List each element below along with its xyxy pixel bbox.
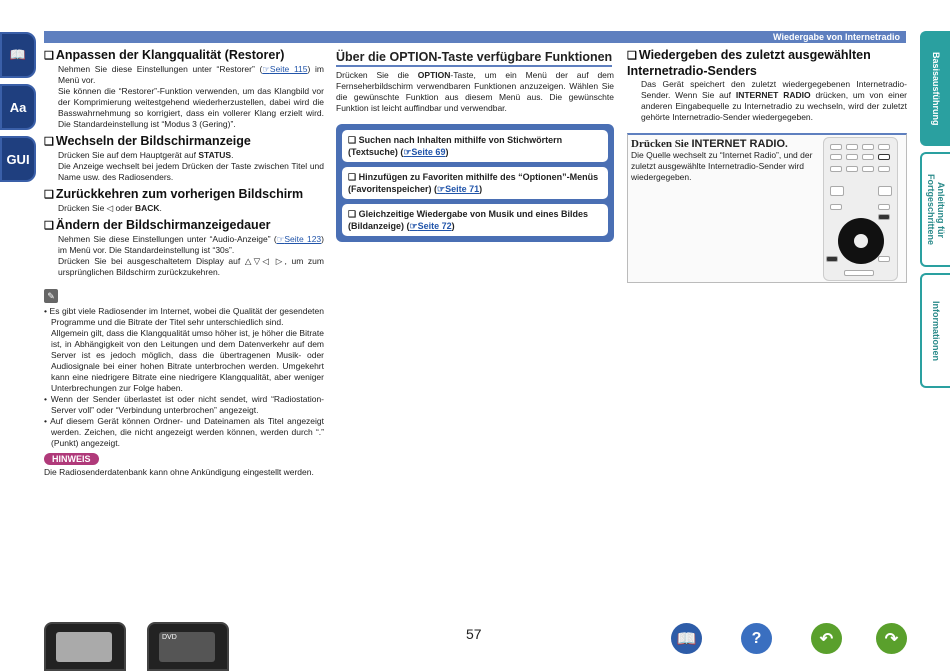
device-thumbnail-2[interactable] <box>147 622 229 671</box>
tab-label: Informationen <box>931 300 941 361</box>
box-text: Die Quelle wechselt zu “Internet Radio”, und der zuletzt ausgewählte Internetradio-Sender wird wiedergegeben. <box>631 150 813 182</box>
help-icon[interactable]: ? <box>741 623 772 654</box>
remote-control-image <box>823 137 898 281</box>
tab-informationen[interactable] <box>920 273 950 388</box>
page-number: 57 <box>466 626 482 642</box>
option-item-textsuche[interactable]: ❑ Suchen nach Inhalten mithilfe von Stichwörtern (Textsuche) (☞Seite 69) <box>342 130 608 162</box>
page-link[interactable]: ☞Seite 123 <box>276 234 322 244</box>
gui-icon[interactable] <box>0 136 36 182</box>
column-middle <box>336 48 614 242</box>
gui-icon-label: GUI <box>6 151 30 167</box>
heading-restorer: ❑ Anpassen der Klangqualität (Restorer) <box>44 48 285 62</box>
hinweis-badge: HINWEIS <box>44 453 99 465</box>
duration-text-2: Drücken Sie bei ausgeschaltetem Display auf △▽◁ ▷, um zum ursprünglichen Bildschirm zurückzukehren. <box>58 256 324 277</box>
heading-last-station: ❑ Wiedergeben des zuletzt ausgewählten Internetradio-Senders <box>627 48 871 78</box>
aa-icon-label: Aa <box>9 99 27 115</box>
option-item-bildanzeige[interactable]: ❑ Gleichzeitige Wiedergabe von Musik und eines Bildes (Bildanzeige) (☞Seite 72) <box>342 204 608 236</box>
column-left <box>44 48 324 478</box>
section-title: Wiedergabe von Internetradio <box>773 32 900 42</box>
duration-text-1: Nehmen Sie diese Einstellungen unter “Audio-Anzeige” (☞Seite 123) im Menü vor. Die Standardeinstellung ist “30s”. <box>58 234 325 255</box>
page-link[interactable]: ☞Seite 72 <box>409 221 452 231</box>
heading-back: ❑ Zurückkehren zum vorherigen Bildschirm <box>44 187 304 201</box>
note-1: • Es gibt viele Radiosender im Internet, wobei die Qualität der gesendeten Programme und die Bitrate der Titel sehr unterschiedlich sind. <box>44 306 324 327</box>
pencil-icon: ✎ <box>44 289 58 303</box>
tab-fortgeschrittene[interactable] <box>920 152 950 267</box>
last-station-text: Das Gerät speichert den zuletzt wiedergegebenen Internetradio-Sender. Wenn Sie auf INTERNET RADIO drücken, um von einer anderen Eingabequelle zu Internetradio zu wechseln, wird der zuletzt gehörte Internetradio-Sender wiedergegeben. <box>641 79 908 122</box>
tab-label: Anleitung für Fortgeschrittene <box>926 173 946 245</box>
aa-icon[interactable] <box>0 84 36 130</box>
display-text-1: Drücken Sie auf dem Hauptgerät auf STATUS. <box>58 150 234 160</box>
heading-display: ❑ Wechseln der Bildschirmanzeige <box>44 134 251 148</box>
instruction-box <box>627 133 907 283</box>
option-panel <box>336 124 614 242</box>
header-bar <box>44 31 906 43</box>
left-nav <box>0 32 36 188</box>
book-icon[interactable]: 📖 <box>0 32 36 78</box>
tab-label: Basisausführung <box>931 51 941 126</box>
box-title: Drücken Sie INTERNET RADIO. <box>631 138 788 150</box>
heading-duration: ❑ Ändern der Bildschirmanzeigedauer <box>44 218 271 232</box>
column-right <box>627 48 907 283</box>
restorer-text-2: Sie können die “Restorer”-Funktion verwenden, um das Klangbild vor der Komprimierung weitestgehend wiederherzustellen, dabei wird die Basswahrnehmung so korrigiert, dass ein vollerer Klang erzielt wird. Die Standardeinstellung ist “Modus 3 (Gering)”. <box>58 86 324 129</box>
thumb-label: DVD <box>162 634 177 641</box>
tab-basisausfuehrung[interactable] <box>920 31 950 146</box>
device-thumbnail-1[interactable] <box>44 622 126 671</box>
option-item-favoriten[interactable]: ❑ Hinzufügen zu Favoriten mithilfe des “Optionen”-Menüs (Favoritenspeicher) (☞Seite 71) <box>342 167 608 199</box>
note-1b: Allgemein gilt, dass die Klangqualität umso höher ist, je höher die Bitrate ist, in Abhängigkeit von den Leitungen und dem Datenverkehr auf dem Server ist es jedoch möglich, dass die übertragenen Musik- oder Audiosignale bei einer hohen Bitrate unterbrochen werden. Umgekehrt kann eine niedrigere Bitrate eine niedrigere Klangqualität, aber weniger Unterbrechungen zur Folge haben. <box>51 328 324 393</box>
option-intro: Drücken Sie die OPTION-Taste, um ein Menü der auf dem Fernseherbildschirm verwendbaren Funktionen anzuzeigen. Wählen Sie die gewünschte Funktion aus diesem Menü aus. Die gewünschte Funktion ist leicht auffindbar und verwendbar. <box>336 70 614 113</box>
page-link[interactable]: ☞Seite 69 <box>403 147 446 157</box>
note-2: • Wenn der Sender überlastet ist oder nicht sendet, wird “Radiostation-Server voll” oder “Verbindung unterbrochen” angezeigt. <box>44 394 324 415</box>
forward-arrow-icon[interactable]: ↷ <box>876 623 907 654</box>
back-arrow-icon[interactable]: ↶ <box>811 623 842 654</box>
book-icon[interactable]: 📖 <box>671 623 702 654</box>
notes <box>44 286 324 478</box>
page-link[interactable]: ☞Seite 71 <box>437 184 480 194</box>
restorer-text-1: Nehmen Sie diese Einstellungen unter “Restorer” (☞Seite 115) im Menü vor. <box>58 64 324 85</box>
back-text: Drücken Sie ◁ oder BACK. <box>58 203 162 213</box>
hinweis-text: Die Radiosenderdatenbank kann ohne Ankündigung eingestellt werden. <box>44 467 314 477</box>
page-link[interactable]: ☞Seite 115 <box>262 64 308 74</box>
note-3: • Auf diesem Gerät können Ordner- und Dateinamen als Titel angezeigt werden. Zeichen, die nicht angezeigt werden können, werden durch “.” (Punkt) angezeigt. <box>44 416 324 448</box>
display-text-2: Die Anzeige wechselt bei jedem Drücken der Taste zwischen Titel und Name usw. des Radiosenders. <box>58 161 324 182</box>
option-heading: Über die OPTION-Taste verfügbare Funktionen <box>336 50 612 67</box>
